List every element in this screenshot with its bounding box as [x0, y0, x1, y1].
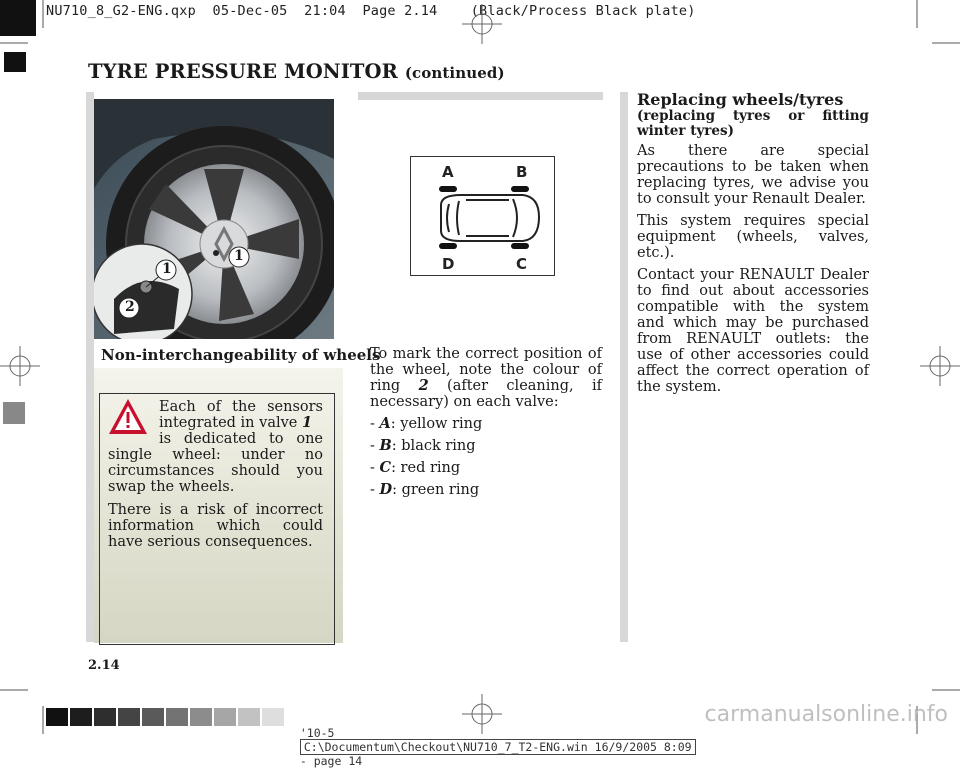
print-slug: NU710_8_G2-ENG.qxp 05-Dec-05 21:04 Page 2.14 (Black/Process Black plate) [46, 3, 696, 19]
warning-text-full [108, 431, 323, 556]
diagram-label-b: B [516, 163, 528, 181]
replacing-p1: As there are special precautions to be taken when replacing tyres, we advise you to consult your Renault Dealer. [637, 143, 869, 207]
callout-2-inset: 2 [125, 299, 135, 315]
warning-text [159, 399, 323, 431]
footer-suffix: - page 14 [299, 754, 363, 768]
list-item: - A: yellow ring [370, 415, 483, 432]
ring-number: 2 [418, 377, 429, 394]
valve-position-diagram [410, 156, 555, 276]
warning-valve-ref: 1 [301, 414, 313, 431]
footer-file-info [286, 712, 696, 768]
list-item: - C: red ring [370, 459, 461, 476]
replacing-subheading: (replacing tyres or fitting winter tyres) [637, 108, 869, 139]
callout-1-wheel: 1 [234, 248, 244, 264]
warning-p1-a: Each of the sensors integrated in valve [159, 399, 323, 431]
ring-intro-a: To mark the correct position of the wheel, note the colour of ring [370, 346, 602, 394]
color-swatch-strip [46, 708, 286, 726]
replacing-heading: Replacing wheels/tyres [637, 90, 844, 109]
ring-colour-section [370, 346, 602, 503]
footer-prefix: '10-5 [299, 726, 335, 740]
warning-p2: There is a risk of incorrect information which could have serious consequences. [108, 502, 323, 550]
ring-intro-b: (after cleaning, if necessary) on each valve: [370, 378, 602, 410]
callout-1-inset: 1 [162, 261, 172, 277]
page-title-suffix: (continued) [404, 64, 505, 82]
diagram-label-c: C [516, 255, 528, 273]
footer-path: C:\Documentum\Checkout\NU710_7_T2-ENG.win 16/9/2005 8:09 [300, 739, 696, 755]
page-title [88, 60, 505, 83]
diagram-label-a: A [442, 163, 454, 181]
watermark: carmanualsonline.info [704, 702, 948, 727]
page-title-main: TYRE PRESSURE MONITOR [88, 60, 398, 83]
column-rule-right [620, 92, 628, 642]
warning-p1-b: is dedicated to one single wheel: under no circumstances should you swap the wheels. [108, 431, 323, 495]
replacing-p2: This system requires special equipment (wheels, valves, etc.). [637, 213, 869, 261]
column-rule-left [86, 92, 94, 642]
list-item: - D: green ring [370, 481, 480, 498]
page-number: 2.14 [88, 658, 120, 673]
replacing-section [637, 90, 869, 401]
replacing-p3: Contact your RENAULT Dealer to find out about accessories compatible with the system and which may be purchased from RENAULT outlets: the use of other accessories could affect the correct operation of the system. [637, 267, 869, 395]
diagram-label-d: D [442, 255, 455, 273]
list-item: - B: black ring [370, 437, 476, 454]
non-interchangeability-heading: Non-interchangeability of wheels [101, 346, 381, 364]
ring-colour-list [370, 415, 602, 499]
